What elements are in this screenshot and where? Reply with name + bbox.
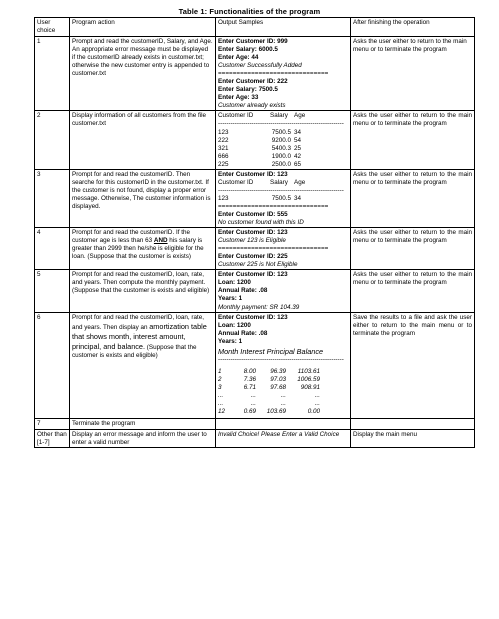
action-cell bbox=[70, 37, 216, 111]
output-cell: Invalid Choice! Please Enter a Valid Choice bbox=[216, 429, 351, 447]
cell: 12 bbox=[218, 408, 226, 416]
output-line: Years: 1 bbox=[218, 295, 243, 303]
after-cell: Asks the user either to return to the main menu or to terminate the program bbox=[351, 37, 475, 111]
table-row bbox=[35, 111, 475, 169]
output-table-row bbox=[218, 161, 348, 169]
header-program-action: Program action bbox=[70, 18, 216, 37]
action-cell: Display information of all customers from the file customer.txt bbox=[70, 111, 216, 169]
output-line: Enter Customer ID: 123 bbox=[218, 170, 288, 178]
output-cell bbox=[216, 111, 351, 169]
cell: ... bbox=[218, 400, 224, 408]
output-table-row bbox=[218, 129, 348, 137]
cell: ... bbox=[280, 400, 286, 408]
amortization-row bbox=[218, 392, 348, 400]
action-cell: Prompt for and read the customerID, loan, rate, and years. Then compute the monthly payment. (Suppose that the customer is exists and eligible) bbox=[70, 270, 216, 312]
table-row bbox=[35, 37, 475, 111]
after-cell: Asks the user either to return to the main menu or to terminate the program bbox=[351, 169, 475, 227]
output-table-row bbox=[218, 195, 348, 203]
action-cell bbox=[70, 228, 216, 270]
choice-cell: 1 bbox=[35, 37, 70, 111]
amortization-row bbox=[218, 400, 348, 408]
separator-line: ============================== bbox=[218, 70, 329, 78]
cell: 65 bbox=[294, 160, 302, 168]
choice-cell: 2 bbox=[35, 111, 70, 169]
output-table-row bbox=[218, 137, 348, 145]
output-table-row bbox=[218, 145, 348, 153]
cell: 225 bbox=[218, 160, 229, 168]
cell: 34 bbox=[294, 194, 302, 202]
cell: ... bbox=[314, 400, 320, 408]
table-row bbox=[35, 419, 475, 429]
cell: 222 bbox=[218, 136, 229, 144]
output-cell bbox=[216, 270, 351, 312]
choice-cell: 4 bbox=[35, 228, 70, 270]
choice-cell: 5 bbox=[35, 270, 70, 312]
output-line: Enter Age: 44 bbox=[218, 54, 259, 62]
action-text: his salary is greater than 2999 then he/she is eligible for the loan. (Suppose that the customer is exists) bbox=[72, 237, 204, 261]
amortization-head: Month Interest Principal Balance bbox=[218, 346, 324, 356]
cell: 8.00 bbox=[243, 368, 256, 376]
col-head: Age bbox=[294, 178, 306, 186]
output-line: Loan: 1200 bbox=[218, 279, 251, 287]
cell: 2 bbox=[218, 376, 222, 384]
separator-line: ============================== bbox=[218, 202, 329, 210]
table-header-row bbox=[35, 18, 475, 37]
after-cell: Save the results to a file and ask the user either to return to the main menu or to terminate the program bbox=[351, 312, 475, 419]
cell: 123 bbox=[218, 128, 229, 136]
choice-cell: 7 bbox=[35, 419, 70, 429]
after-cell bbox=[351, 419, 475, 429]
table-row bbox=[35, 429, 475, 447]
output-line: Enter Customer ID: 225 bbox=[218, 253, 288, 261]
cell: 54 bbox=[294, 136, 302, 144]
action-emphasis: AND bbox=[153, 237, 168, 245]
output-line: No customer found with this ID bbox=[218, 219, 304, 227]
cell: ... bbox=[250, 400, 256, 408]
cell: 1006.59 bbox=[297, 376, 320, 384]
output-cell bbox=[216, 169, 351, 227]
cell: 1900.0 bbox=[271, 152, 291, 160]
table-title: Table 1: Functionalities of the program bbox=[178, 7, 321, 16]
cell: 103.69 bbox=[266, 408, 286, 416]
header-output-samples: Output Samples bbox=[216, 18, 351, 37]
after-cell: Display the main menu bbox=[351, 429, 475, 447]
table-row bbox=[35, 270, 475, 312]
output-table-row bbox=[218, 153, 348, 161]
action-cell bbox=[70, 312, 216, 419]
action-cell: Display an error message and inform the user to enter a valid number bbox=[70, 429, 216, 447]
cell: 666 bbox=[218, 152, 229, 160]
amortization-row bbox=[218, 368, 348, 376]
action-cell: Prompt for and read the customerID. Then searche for this customerID in the customer.txt. If the customer is not found, display a proper error message. Otherwise, The customer information is displayed. bbox=[70, 169, 216, 227]
output-line: Enter Salary: 7500.5 bbox=[218, 86, 278, 94]
cell: 25 bbox=[294, 144, 302, 152]
table-row bbox=[35, 169, 475, 227]
after-cell: Asks the user either to return to the main menu or to terminate the program bbox=[351, 111, 475, 169]
amortization-row bbox=[218, 384, 348, 392]
output-line: Enter Customer ID: 999 bbox=[218, 38, 288, 45]
functionalities-table bbox=[34, 17, 475, 448]
output-line: Monthly payment: SR 104.39 bbox=[218, 303, 300, 311]
cell: 0.00 bbox=[307, 408, 320, 416]
table-row bbox=[35, 228, 475, 270]
cell: 7.36 bbox=[243, 376, 256, 384]
cell: 9200.0 bbox=[271, 136, 291, 144]
action-text: Prompt for and read the customerID. If the customer age is less than 63 bbox=[72, 229, 190, 245]
cell: 34 bbox=[294, 128, 302, 136]
separator-line: ------------------------------------------------------------ bbox=[218, 356, 344, 364]
output-line: Loan: 1200 bbox=[218, 321, 251, 329]
output-line: Enter Customer ID: 222 bbox=[218, 78, 288, 86]
output-line: Customer 123 is Eligible bbox=[218, 237, 286, 245]
cell: 42 bbox=[294, 152, 302, 160]
separator-line: ------------------------------------------------------------ bbox=[218, 120, 344, 128]
action-text: (Suppose that the customer is exists and eligible) bbox=[72, 343, 197, 359]
choice-cell: 3 bbox=[35, 169, 70, 227]
cell: 6.71 bbox=[243, 384, 256, 392]
output-line: Enter Customer ID: 555 bbox=[218, 210, 288, 218]
choice-cell: 6 bbox=[35, 312, 70, 419]
output-line: Customer 225 is Not Eligible bbox=[218, 261, 298, 269]
output-line: Customer already exists bbox=[218, 102, 286, 110]
cell: 7500.5 bbox=[271, 194, 291, 202]
action-cell: Terminate the program bbox=[70, 419, 216, 429]
cell: 96.39 bbox=[270, 368, 286, 376]
output-line: Years: 1 bbox=[218, 337, 243, 345]
cell: ... bbox=[218, 392, 224, 400]
cell: 97.03 bbox=[270, 376, 286, 384]
col-head: Customer ID bbox=[218, 112, 254, 120]
col-head: Salary bbox=[270, 178, 288, 186]
cell: 0.69 bbox=[243, 408, 256, 416]
header-after-operation: After finishing the operation bbox=[351, 18, 475, 37]
after-cell: Asks the user either to return to the main menu or to terminate the program bbox=[351, 228, 475, 270]
output-line: Customer Successfully Added bbox=[218, 62, 302, 70]
header-user-choice: User choice bbox=[35, 18, 70, 37]
cell: 321 bbox=[218, 144, 229, 152]
cell: 2500.0 bbox=[271, 160, 291, 168]
cell: ... bbox=[314, 392, 320, 400]
output-line: Annual Rate: .08 bbox=[218, 287, 268, 295]
output-line: Enter Customer ID: 123 bbox=[218, 271, 288, 279]
cell: ... bbox=[280, 392, 286, 400]
action-text-large: amortization table that shows month, interest amount, principal, and balance. bbox=[72, 321, 207, 351]
choice-cell: Other than [1-7] bbox=[35, 429, 70, 447]
output-line: Enter Customer ID: 123 bbox=[218, 229, 288, 237]
action-text: Prompt and read the customerID, Salary, and Age. An appropriate error message must be displayed if the customerID already exists in customer.txt; otherwise the new customer entry is appended to customer.txt bbox=[72, 38, 213, 78]
output-line: Enter Age: 33 bbox=[218, 94, 259, 102]
table-row bbox=[35, 312, 475, 419]
col-head: Salary bbox=[270, 112, 288, 120]
output-line: Enter Customer ID: 123 bbox=[218, 313, 288, 321]
amortization-row bbox=[218, 408, 348, 416]
output-line: Annual Rate: .08 bbox=[218, 329, 268, 337]
cell: 7500.5 bbox=[271, 128, 291, 136]
cell: 123 bbox=[218, 194, 229, 202]
output-cell bbox=[216, 37, 351, 111]
cell: 1 bbox=[218, 368, 222, 376]
amortization-row bbox=[218, 376, 348, 384]
output-cell bbox=[216, 228, 351, 270]
after-cell: Asks the user either to return to the main menu or to terminate the program bbox=[351, 270, 475, 312]
output-table-head bbox=[218, 112, 348, 120]
action-text: Prompt for and read the customerID, loan, rate, and years. Then display an bbox=[72, 313, 204, 331]
cell: 1103.61 bbox=[297, 368, 320, 376]
separator-line: ============================== bbox=[218, 245, 329, 253]
cell: 97.68 bbox=[270, 384, 286, 392]
cell: 908.91 bbox=[300, 384, 320, 392]
separator-line: ------------------------------------------------------------ bbox=[218, 186, 344, 194]
output-line: Enter Salary: 6000.5 bbox=[218, 46, 278, 54]
cell: 5400.3 bbox=[271, 144, 291, 152]
cell: 3 bbox=[218, 384, 222, 392]
col-head: Customer ID bbox=[218, 178, 254, 186]
col-head: Age bbox=[294, 112, 306, 120]
output-cell bbox=[216, 312, 351, 419]
cell: ... bbox=[250, 392, 256, 400]
output-table-head bbox=[218, 179, 348, 187]
output-cell bbox=[216, 419, 351, 429]
